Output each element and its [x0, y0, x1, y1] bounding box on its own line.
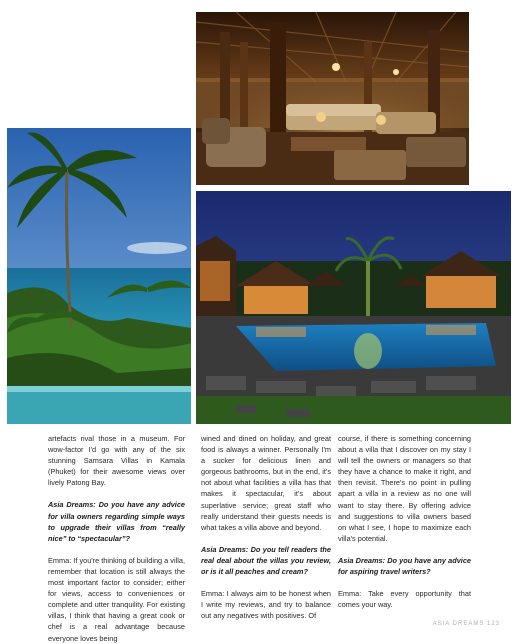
body-paragraph: Emma: If you're thinking of building a villa, remember that location is still always the most important factor to consider; either for views, access to conveniences or complete and utter tranquility. For existing villas, I think that having a great cook or chef is a real advantage because everyone loves being [48, 555, 185, 643]
interview-question: Asia Dreams: Do you have any advice for aspiring travel writers? [338, 555, 471, 577]
article-column-3 [338, 433, 471, 629]
villa-dusk-photo [196, 191, 511, 424]
beach-palm-photo [7, 128, 191, 424]
body-paragraph: course, if there is something concerning about a villa that I discover on my stay I will tell the owners or managers so that they have a chance to make it right, and then revisit. There's no point in pulling apart a villa in a review as no one will want to stay there. By offering advice and suggestions to villa owners based on what I see, I hope to maximize each villa's potential. [338, 434, 471, 543]
page-folio: ASIA DREAMS 123 [432, 621, 500, 627]
body-paragraph: Emma: I always aim to be honest when I write my reviews, and try to balance out any negatives with positives. Of [201, 589, 331, 621]
interview-question: Asia Dreams: Do you have any advice for villa owners regarding simple ways to upgrade their villas from “really nice” to “spectacular”? [48, 500, 185, 543]
article-column-2 [201, 433, 331, 629]
interview-question: Asia Dreams: Do you tell readers the real deal about the villas you review, or is it all peaches and cream? [201, 544, 331, 577]
body-paragraph: artefacts rival those in a museum. For wow-factor I'd go with any of the six stunning Samsara Villas in Kamala (Phuket) for their awesome views over lively Patong Bay. [48, 434, 185, 488]
article-column-1 [48, 433, 185, 643]
body-paragraph: wined and dined on holiday, and great food is always a winner. Personally I'm a sucker for delicious linen and gorgeous bathrooms, but in the end, it's not about what facilities a villa has that makes it spectacular, it's about superlative service; great staff who really understand their guests needs is what takes a villa above and beyond. [201, 434, 331, 532]
body-paragraph: Emma: Take every opportunity that comes your way. [338, 589, 471, 610]
interior-lounge-photo [196, 12, 469, 185]
